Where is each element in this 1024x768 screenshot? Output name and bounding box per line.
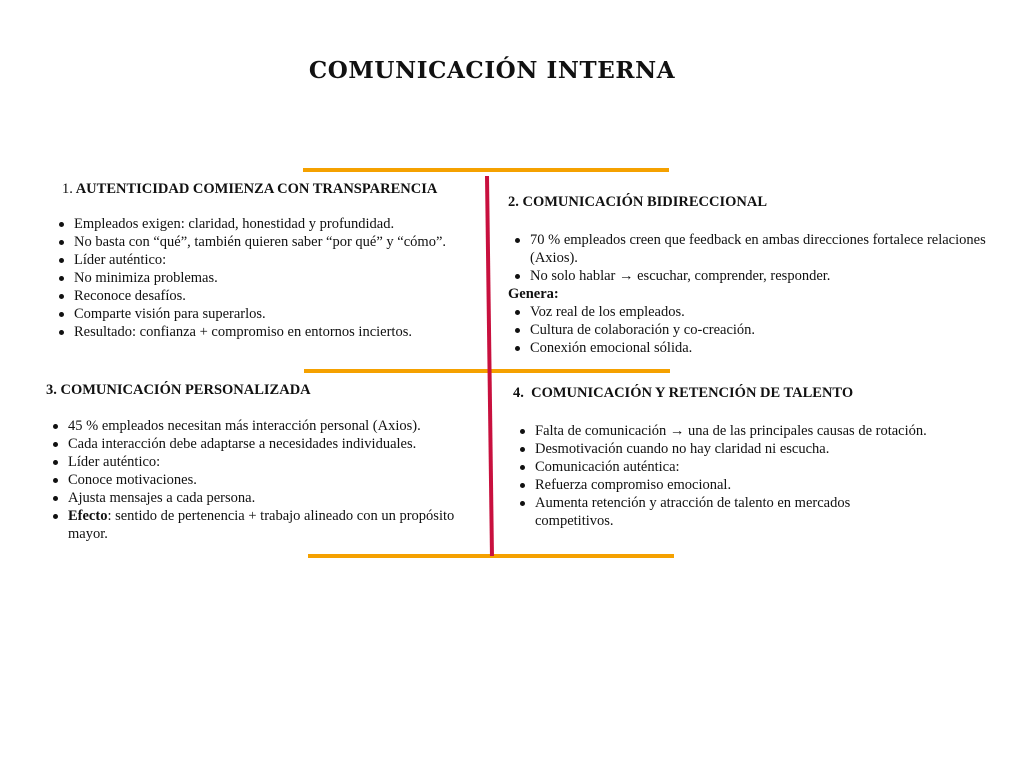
section-4-heading <box>513 385 1003 402</box>
section-2-title: COMUNICACIÓN BIDIRECCIONAL <box>522 194 768 210</box>
list-item: Aumenta retención y atracción de talento en mercados competitivos. <box>518 494 905 530</box>
list-item: Ajusta mensajes a cada persona. <box>51 489 476 507</box>
effect-text: : sentido de pertenencia + trabajo alineado con un propósito mayor. <box>68 508 455 542</box>
list-item: No minimiza problemas. <box>57 269 457 287</box>
list-item: Conexión emocional sólida. <box>513 339 993 357</box>
center-vertical-line <box>485 176 494 556</box>
section-3-title: COMUNICACIÓN PERSONALIZADA <box>60 382 311 398</box>
list-item: Empleados exigen: claridad, honestidad y profundidad. <box>57 215 457 233</box>
section-3-heading <box>46 382 486 399</box>
section-4-list <box>518 422 988 530</box>
list-item: Refuerza compromiso emocional. <box>518 476 988 494</box>
section-2-sublabel: Genera: <box>508 286 559 302</box>
section-3-number: 3. <box>46 382 57 398</box>
section-2-list <box>513 231 993 285</box>
list-item: Resultado: confianza + compromiso en entornos inciertos. <box>57 323 457 341</box>
effect-label: Efecto <box>68 508 108 524</box>
list-item: Líder auténtico: <box>57 251 457 269</box>
list-item: 45 % empleados necesitan más interacción personal (Axios). <box>51 417 476 435</box>
list-item: Cada interacción debe adaptarse a necesidades individuales. <box>51 435 476 453</box>
section-2-sublist <box>513 303 993 357</box>
list-item: Cultura de colaboración y co-creación. <box>513 321 993 339</box>
section-4-number: 4. <box>513 385 524 401</box>
list-item: Líder auténtico: <box>51 453 476 471</box>
list-item: Falta de comunicación → una de las principales causas de rotación. <box>518 422 988 440</box>
section-1-number: 1. <box>62 181 73 197</box>
section-2 <box>508 194 998 357</box>
list-item: Reconoce desafíos. <box>57 287 457 305</box>
list-item-effect <box>51 507 476 543</box>
section-3 <box>46 382 486 543</box>
section-4-title: COMUNICACIÓN Y RETENCIÓN DE TALENTO <box>531 385 854 401</box>
top-divider-line <box>303 168 669 172</box>
page-title: COMUNICACIÓN INTERNA <box>308 57 676 84</box>
section-1-list <box>57 215 457 341</box>
list-item: Comparte visión para superarlos. <box>57 305 457 323</box>
list-item: 70 % empleados creen que feedback en ambas direcciones fortalece relaciones (Axios). <box>513 231 993 267</box>
section-1-heading <box>62 181 482 198</box>
section-3-list <box>51 417 476 543</box>
section-1 <box>62 181 482 341</box>
list-item: Voz real de los empleados. <box>513 303 993 321</box>
list-item: Conoce motivaciones. <box>51 471 476 489</box>
section-2-heading <box>508 194 998 211</box>
list-item: Desmotivación cuando no hay claridad ni escucha. <box>518 440 988 458</box>
section-2-number: 2. <box>508 194 519 210</box>
list-item: No solo hablar → escuchar, comprender, responder. <box>513 267 993 285</box>
list-item: Comunicación auténtica: <box>518 458 988 476</box>
list-item: No basta con “qué”, también quieren saber “por qué” y “cómo”. <box>57 233 457 251</box>
section-1-title: AUTENTICIDAD COMIENZA CON TRANSPARENCIA <box>75 181 438 197</box>
section-4 <box>513 385 1003 530</box>
